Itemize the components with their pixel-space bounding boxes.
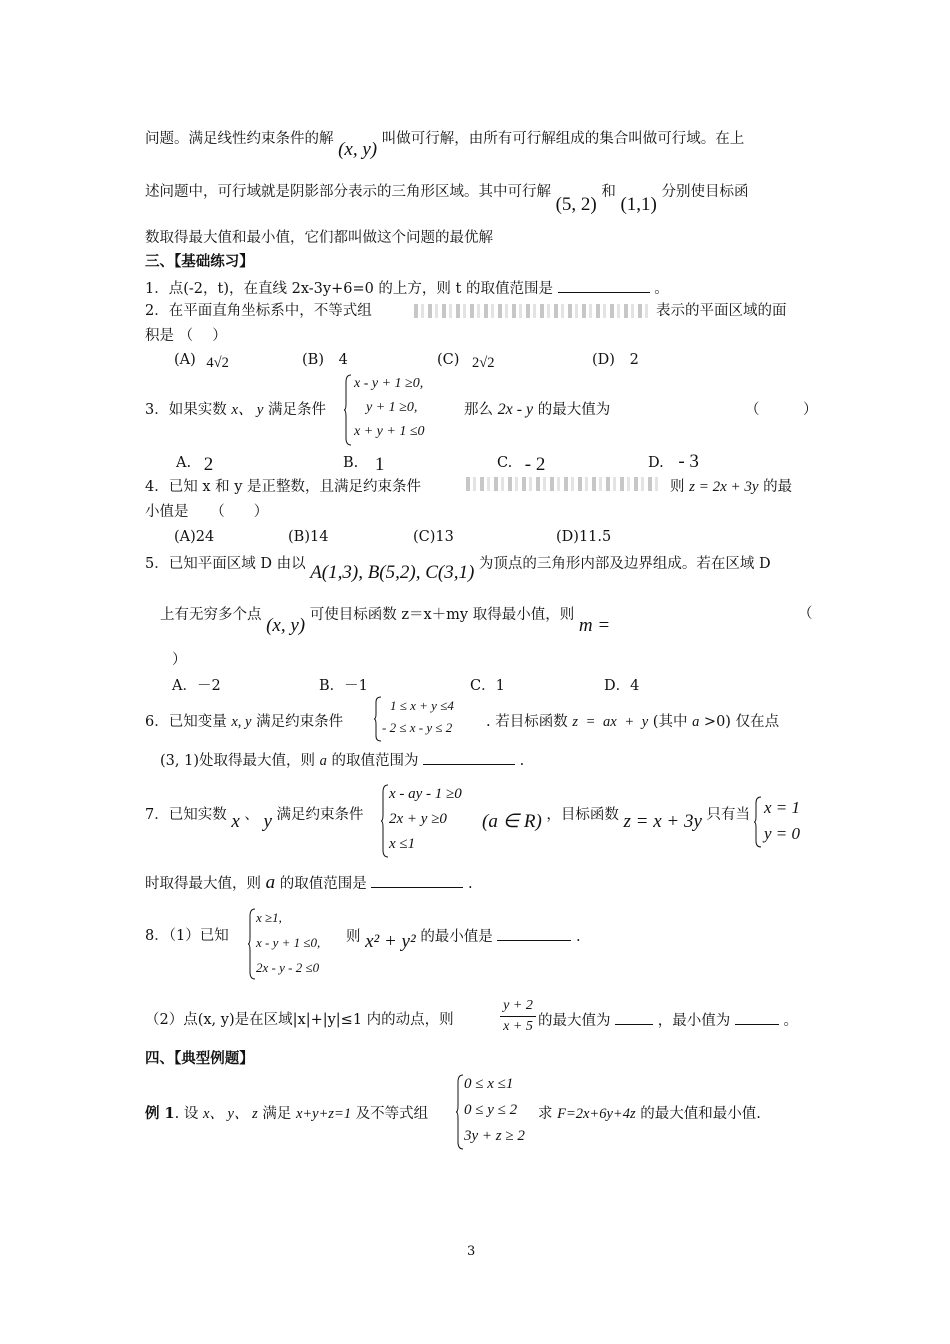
question-4-line-1b: [670, 477, 792, 497]
fraction-bar: [500, 1016, 536, 1017]
intro-text: 叫做可行解，由所有可行解组成的集合叫做可行域。在上: [381, 131, 745, 147]
question-text: 1．点(-2，t)，在直线 2x-3y+6=0 的上方，则 t 的取值范围是: [145, 281, 553, 297]
option-value: 4: [338, 352, 348, 368]
constraint-row: x - y + 1 ≤0,: [256, 935, 321, 950]
question-text: 的最小值是: [420, 929, 493, 945]
question-4-line-1: 4．已知 x 和 y 是正整数，且满足约束条件: [145, 479, 422, 495]
section-heading: 三、【基础练习】: [145, 253, 254, 270]
page-number: 3: [467, 1244, 476, 1259]
question-text: 上有无穷多个点: [160, 607, 262, 623]
question-text: 5．已知平面区域 D 由以: [145, 556, 306, 572]
question-text: . 设: [174, 1106, 199, 1122]
blurred-constraint-system: [466, 477, 662, 491]
math-point: (5, 2): [555, 194, 597, 215]
constraint-system: [374, 696, 494, 742]
math-x: x: [231, 811, 240, 832]
question-6-line-1a: [145, 712, 343, 732]
question-text: >0) 仅在点: [703, 714, 780, 730]
question-text: 6．已知变量: [145, 714, 227, 730]
math-eq: x+y+z=1: [295, 1106, 352, 1122]
option-value: 1: [374, 454, 385, 475]
question-3-tail: [464, 400, 610, 420]
intro-text: 和: [601, 184, 616, 200]
question-2-option-b: [302, 350, 348, 370]
question-text: 的最: [763, 479, 793, 495]
constraint-row: 2x - y - 2 ≤0: [256, 960, 320, 975]
question-8-part-2a: （2）点(x, y)是在区域|x|+|y|≤1 内的动点，则: [145, 1012, 454, 1028]
question-text: 求: [538, 1106, 553, 1122]
question-text: (3, 1)处取得最大值，则: [160, 753, 315, 769]
question-7-line-2: [145, 873, 473, 894]
math-expr: x² + y²: [365, 931, 416, 952]
question-7-line-1a: [145, 804, 364, 832]
answer-blank: [735, 1010, 779, 1025]
fraction-denominator: x + 5: [503, 1019, 533, 1034]
option-label: (A): [174, 352, 196, 368]
fraction-numerator: y + 2: [503, 998, 533, 1013]
math-vars: x, y: [231, 714, 252, 730]
math-xy: (x, y): [338, 139, 378, 160]
constraint-row: 2x + y ≥0: [389, 811, 447, 827]
answer-blank: [371, 873, 463, 888]
question-6-line-2: [160, 750, 524, 771]
question-text: 3．如果实数: [145, 402, 227, 418]
question-text: .: [467, 876, 473, 892]
math-expr: z = x + 3y: [623, 811, 702, 832]
question-4-option-d: (D)11.5: [556, 529, 612, 545]
question-text: 满足: [262, 1106, 292, 1122]
question-4-option-c: (C)13: [413, 529, 454, 545]
answer-paren-left: （: [798, 606, 813, 622]
brace: [381, 784, 389, 858]
brace: [754, 796, 762, 848]
question-text: 的取值范围为: [331, 753, 419, 769]
question-2-line-2: 积是 （ ）: [145, 328, 227, 344]
intro-text: 分别使目标函: [661, 184, 749, 200]
math-y: y: [263, 811, 272, 832]
constraint-row: x - y + 1 ≥0,: [354, 376, 424, 391]
constraint-row: 3y + z ≥ 2: [464, 1128, 525, 1144]
constraint-row: x ≤1: [389, 836, 416, 852]
option-value: 2: [629, 352, 639, 368]
example-label: 例 1: [145, 1105, 175, 1122]
question-text: 的取值范围是: [279, 876, 367, 892]
question-text: 及不等式组: [355, 1106, 429, 1122]
question-8-line-1a: 8．（1）已知: [145, 928, 229, 944]
example-1-b: [538, 1104, 761, 1124]
question-text: 2．在平面直角坐标系中，不等式组: [145, 303, 372, 319]
constraint-row: x ≥1,: [256, 910, 282, 925]
constraint-row: 1 ≤ x + y ≤4: [390, 698, 454, 713]
question-1: [145, 278, 669, 299]
constraint-system: [456, 1074, 536, 1150]
question-2-option-d: [592, 350, 639, 370]
option-label: (B): [302, 352, 324, 368]
option-label: (C): [437, 352, 460, 368]
answer-blank: [558, 278, 650, 293]
brace: [374, 696, 382, 742]
option-label: B.: [343, 455, 359, 471]
brace: [344, 374, 352, 446]
option-value: 2√2: [472, 355, 495, 371]
intro-text: 问题。满足线性约束条件的解: [145, 131, 334, 147]
condition-system: [754, 796, 814, 848]
math-a: a: [692, 714, 700, 730]
constraint-row: y + 1 ≥0,: [366, 400, 418, 415]
question-3-option-c: [497, 452, 545, 473]
question-text: 7．已知实数: [145, 807, 227, 823]
question-5-option-d: D．4: [604, 678, 640, 694]
question-text: ，目标函数: [546, 807, 619, 823]
question-text: 、: [244, 807, 259, 823]
question-text: ，最小值为: [657, 1013, 731, 1029]
brace: [248, 908, 256, 980]
brace: [456, 1074, 464, 1150]
math-points: A(1,3), B(5,2), C(3,1): [310, 562, 475, 583]
constraint-system: [248, 908, 348, 980]
question-text: 的最大值和最小值.: [640, 1106, 761, 1122]
question-5-option-b: B．－1: [319, 678, 368, 694]
intro-text: 述问题中，可行域就是阴影部分表示的三角形区域。其中可行解: [145, 184, 551, 200]
math-point: (1,1): [620, 194, 657, 215]
math-expr: 2x - y: [497, 401, 534, 418]
constraint-row: 0 ≤ y ≤ 2: [464, 1102, 518, 1118]
question-text: 满足约束条件: [276, 807, 364, 823]
math-expr: z = 2x + 3y: [689, 479, 759, 495]
question-7-line-1b: [482, 804, 751, 832]
math-a: a: [319, 753, 327, 769]
question-2-line-1b: 表示的平面区域的面: [656, 303, 787, 319]
option-value: 4√2: [206, 355, 229, 371]
answer-paren-right: ）: [172, 652, 187, 668]
question-3-option-d: [648, 452, 699, 473]
question-2-options: [174, 350, 229, 370]
question-3: [145, 400, 326, 420]
answer-blank: [615, 1010, 653, 1025]
question-text: .: [576, 929, 581, 945]
math-vars: x、 y: [231, 402, 264, 418]
question-text: 满足条件: [268, 402, 327, 418]
option-value: 2: [203, 454, 214, 475]
question-6-line-1b: [486, 712, 779, 732]
option-label: D.: [648, 455, 664, 471]
question-text: (其中: [652, 714, 688, 730]
question-4-option-b: (B)14: [288, 529, 329, 545]
question-text: 则: [346, 929, 361, 945]
intro-line-2: [145, 181, 749, 215]
question-text: 只有当: [706, 807, 751, 823]
question-text: . 若目标函数: [486, 714, 568, 730]
question-text: 。: [783, 1013, 798, 1029]
math-a: a: [265, 872, 276, 893]
condition-row: y = 0: [764, 824, 801, 843]
question-5-option-a: A．－2: [172, 678, 221, 694]
question-8-part-2b: [538, 1010, 798, 1031]
constraint-row: x + y + 1 ≤0: [354, 424, 425, 439]
question-4-line-2: 小值是 （ ）: [145, 504, 269, 520]
section-heading: 四、【典型例题】: [145, 1050, 254, 1067]
question-text: 为顶点的三角形内部及边界组成。若在区域 D: [478, 556, 771, 572]
question-text: .: [519, 753, 525, 769]
option-label: A.: [176, 455, 192, 471]
question-text: 时取得最大值，则: [145, 876, 261, 892]
constraint-row: 0 ≤ x ≤1: [464, 1076, 514, 1092]
option-label: C.: [497, 455, 513, 471]
question-3-option-a: [176, 452, 213, 473]
question-8-line-1b: [346, 926, 581, 952]
example-1-a: [145, 1104, 428, 1124]
intro-line-1: [145, 128, 745, 160]
question-text: 的最大值为: [537, 402, 611, 418]
fraction: [500, 998, 536, 1035]
question-5-line-1: [145, 553, 771, 583]
math-expr: z = ax + y: [572, 714, 649, 730]
math-expr: F=2x+6y+4z: [557, 1106, 636, 1122]
answer-paren: （ ）: [745, 402, 818, 418]
question-text: 。: [654, 281, 669, 297]
question-2-option-c: [437, 350, 495, 370]
question-4-option-a: (A)24: [174, 529, 215, 545]
condition-row: x = 1: [764, 798, 801, 817]
answer-blank: [423, 750, 515, 765]
option-value: - 2: [524, 454, 546, 475]
question-2-line-1: [145, 301, 372, 321]
question-3-option-b: [343, 452, 384, 473]
answer-blank: [497, 926, 571, 941]
question-text: 可使目标函数 z＝x＋my 取得最小值，则: [309, 607, 575, 623]
math-vars: x、 y、 z: [202, 1106, 258, 1122]
question-text: 则: [670, 479, 685, 495]
blurred-inequality-system: [414, 304, 650, 318]
option-label: (D): [592, 352, 615, 368]
question-text: 满足约束条件: [256, 714, 344, 730]
math-m: m =: [578, 615, 611, 636]
option-value: - 3: [678, 451, 699, 472]
constraint-row: - 2 ≤ x - y ≤ 2: [382, 720, 453, 735]
math-xy: (x, y): [266, 615, 306, 636]
constraint-system: [344, 374, 454, 446]
question-text: 的最大值为: [538, 1013, 611, 1029]
question-5-option-c: C．1: [470, 678, 505, 694]
constraint-system: [381, 784, 481, 858]
intro-line-3: 数取得最大值和最小值，它们都叫做这个问题的最优解: [145, 230, 493, 246]
question-text: 那么: [464, 402, 493, 418]
constraint-row: x - ay - 1 ≥0: [389, 786, 462, 802]
math-condition: (a ∈ R): [482, 811, 542, 832]
question-5-line-2: [160, 604, 611, 636]
